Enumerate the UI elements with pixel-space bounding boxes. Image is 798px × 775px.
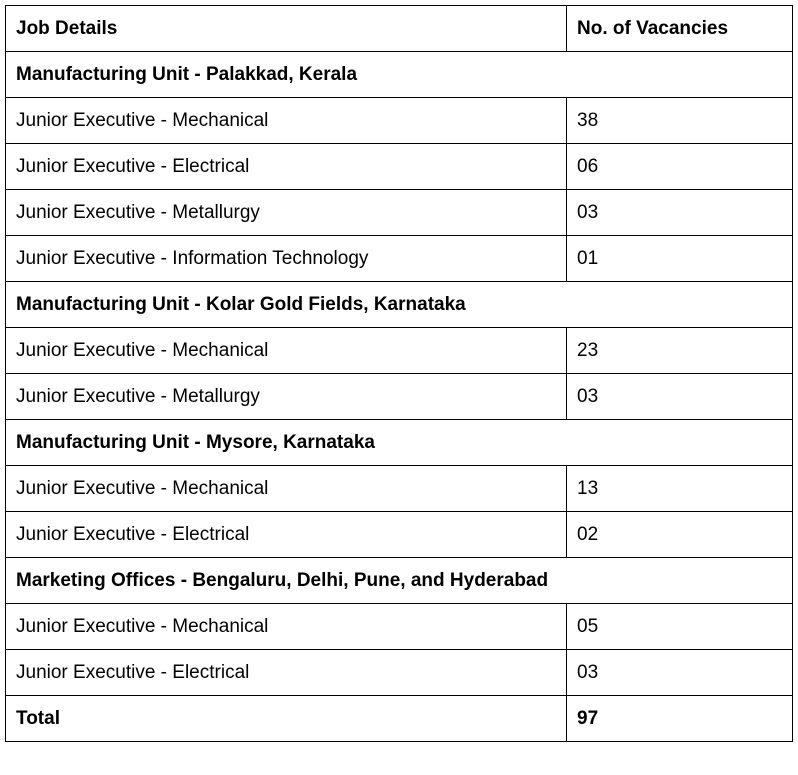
job-cell: Junior Executive - Metallurgy <box>6 374 567 420</box>
vacancy-count-cell: 02 <box>567 512 793 558</box>
total-count: 97 <box>567 696 793 742</box>
job-cell: Junior Executive - Mechanical <box>6 604 567 650</box>
vacancy-count-cell: 38 <box>567 98 793 144</box>
header-vacancies: No. of Vacancies <box>567 6 793 52</box>
table-row <box>6 650 793 696</box>
section-row <box>6 52 793 98</box>
header-row <box>6 6 793 52</box>
vacancy-count-cell: 03 <box>567 190 793 236</box>
vacancy-count-cell: 03 <box>567 374 793 420</box>
section-title: Manufacturing Unit - Mysore, Karnataka <box>6 420 793 466</box>
table-row <box>6 604 793 650</box>
job-cell: Junior Executive - Electrical <box>6 650 567 696</box>
section-row <box>6 282 793 328</box>
job-cell: Junior Executive - Metallurgy <box>6 190 567 236</box>
vacancy-table-body <box>6 6 793 742</box>
header-job-details: Job Details <box>6 6 567 52</box>
job-cell: Junior Executive - Mechanical <box>6 98 567 144</box>
total-row <box>6 696 793 742</box>
table-row <box>6 466 793 512</box>
job-cell: Junior Executive - Information Technology <box>6 236 567 282</box>
vacancy-table <box>5 5 793 742</box>
section-title: Manufacturing Unit - Palakkad, Kerala <box>6 52 793 98</box>
vacancy-count-cell: 03 <box>567 650 793 696</box>
vacancy-count-cell: 13 <box>567 466 793 512</box>
table-row <box>6 374 793 420</box>
table-row <box>6 328 793 374</box>
table-row <box>6 236 793 282</box>
vacancy-count-cell: 05 <box>567 604 793 650</box>
vacancy-count-cell: 06 <box>567 144 793 190</box>
job-cell: Junior Executive - Electrical <box>6 144 567 190</box>
section-row <box>6 420 793 466</box>
table-row <box>6 512 793 558</box>
section-title: Marketing Offices - Bengaluru, Delhi, Pune, and Hyderabad <box>6 558 793 604</box>
total-label: Total <box>6 696 567 742</box>
job-cell: Junior Executive - Electrical <box>6 512 567 558</box>
table-row <box>6 190 793 236</box>
section-row <box>6 558 793 604</box>
section-title: Manufacturing Unit - Kolar Gold Fields, Karnataka <box>6 282 793 328</box>
vacancy-count-cell: 23 <box>567 328 793 374</box>
table-row <box>6 98 793 144</box>
table-row <box>6 144 793 190</box>
job-cell: Junior Executive - Mechanical <box>6 466 567 512</box>
vacancy-count-cell: 01 <box>567 236 793 282</box>
job-cell: Junior Executive - Mechanical <box>6 328 567 374</box>
